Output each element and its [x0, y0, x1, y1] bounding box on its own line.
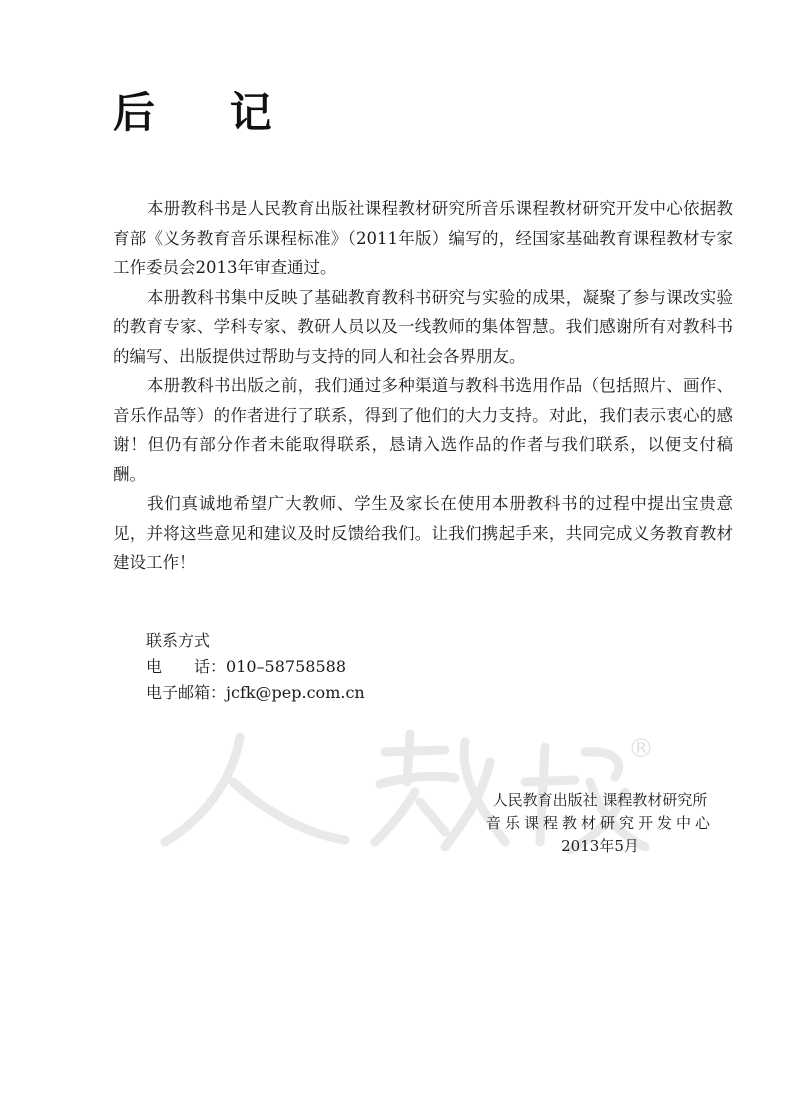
publisher-line: 人民教育出版社 课程教材研究所: [492, 791, 708, 809]
afterword-body: [113, 194, 733, 578]
contact-info: [146, 628, 365, 706]
paragraph: 本册教科书出版之前，我们通过多种渠道与教科书选用作品（包括照片、画作、音乐作品等）的作者进行了联系，得到了他们的大力支持。对此，我们表示衷心的感谢！但仍有部分作者未能取得联系，恳请入选作品的作者与我们联系，以便支付稿酬。: [113, 376, 733, 484]
center-line: 音乐课程教材研究开发中心: [485, 814, 714, 832]
email-address: jcfk@pep.com.cn: [226, 683, 365, 702]
contact-heading: 联系方式: [146, 631, 211, 650]
phone-row: [146, 654, 365, 680]
page-title: 后 记: [113, 88, 302, 137]
phone-number: 010–58758588: [226, 657, 346, 676]
paragraph: 本册教科书是人民教育出版社课程教材研究所音乐课程教材研究开发中心依据教育部《义务教育音乐课程标准》（2011年版）编写的，经国家基础教育课程教材专家工作委员会2013年审查通过。: [113, 199, 733, 277]
paragraph: 我们真诚地希望广大教师、学生及家长在使用本册教科书的过程中提出宝贵意见，并将这些意见和建议及时反馈给我们。让我们携起手来，共同完成义务教育教材建设工作！: [113, 494, 733, 572]
signature-block: [480, 789, 720, 858]
date-line: 2013年5月: [561, 837, 639, 855]
paragraph: 本册教科书集中反映了基础教育教科书研究与实验的成果，凝聚了参与课改实验的教育专家、学科专家、教研人员以及一线教师的集体智慧。我们感谢所有对教科书的编写、出版提供过帮助与支持的同人和社会各界朋友。: [113, 287, 733, 366]
email-row: [146, 680, 365, 706]
email-label: 电子邮箱：: [146, 683, 227, 702]
registered-mark: ®: [628, 734, 654, 764]
phone-label: 电 话：: [146, 657, 227, 676]
